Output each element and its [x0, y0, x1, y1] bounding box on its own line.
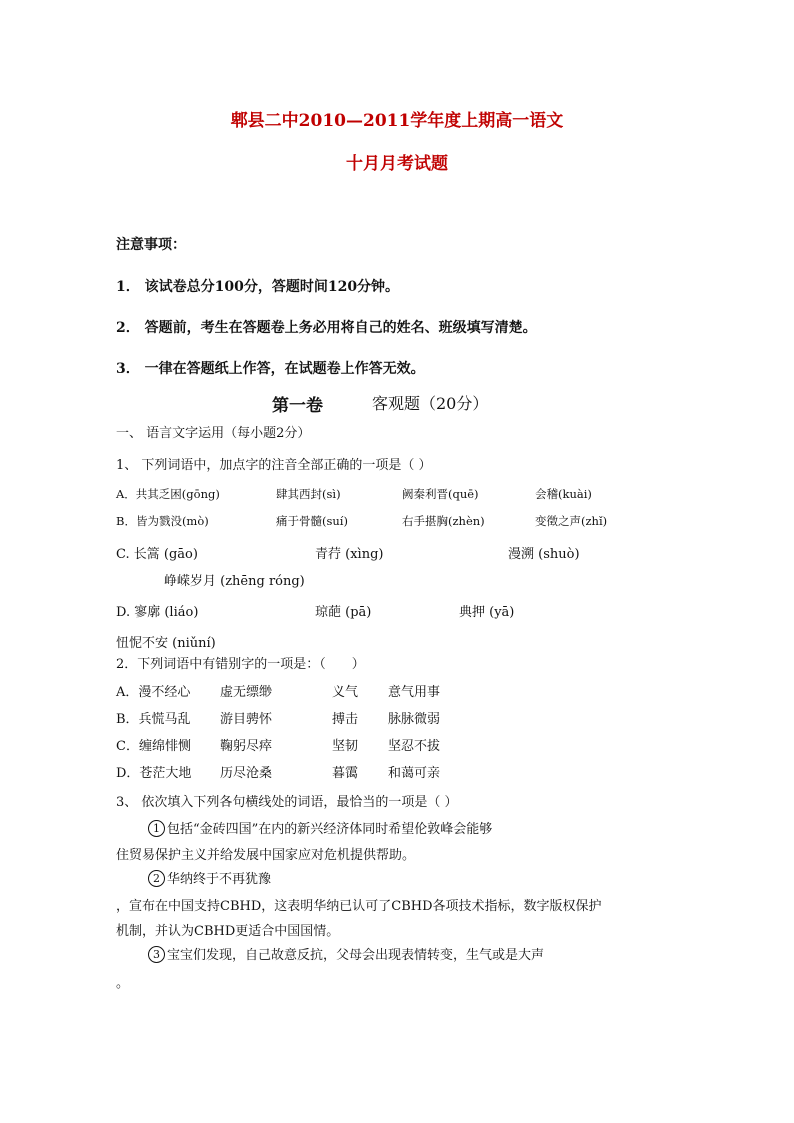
q2-a2: 虚无缥缈: [220, 685, 273, 700]
q3-sentence-2-text: 华纳终于不再犹豫: [167, 872, 272, 887]
q3-sentence-2-cont2: 机制，并认为CBHD更适合中国国情。: [116, 924, 340, 939]
q1-option-c1: C. 长篙 (gāo): [116, 547, 198, 562]
q3-sentence-3-text: 宝宝们发现，自己故意反抗，父母会出现表情转变，生气或是大声: [167, 948, 545, 963]
q2-c3: 坚韧: [332, 739, 359, 754]
q2-a3: 义气: [332, 685, 359, 700]
q1-option-b2: 痛于骨髓(suí): [276, 514, 348, 528]
q3-stem: 3、 依次填入下列各句横线处的词语，最恰当的一项是（ ）: [116, 795, 458, 810]
notice-item-3: 3． 一律在答题纸上作答，在试题卷上作答无效。: [116, 361, 425, 377]
sentence-number-1: 1: [148, 820, 165, 837]
exam-title-line2: 十月月考试题: [346, 154, 448, 174]
section-subtitle: 客观题（20分）: [372, 394, 489, 413]
q2-a1: A．漫不经心: [116, 685, 191, 700]
q1-option-d2: 琼葩 (pā): [315, 605, 372, 620]
q2-c2: 鞠躬尽瘁: [220, 739, 273, 754]
q1-option-d1: D. 寥廓 (liáo): [116, 605, 199, 620]
q3-sentence-3: [148, 944, 544, 963]
notice-item-1: 1． 该试卷总分100分，答题时间120分钟。: [116, 279, 400, 295]
q2-d3: 暮霭: [332, 766, 359, 781]
q2-d4: 和蔼可亲: [388, 766, 441, 781]
q3-sentence-3-end: 。: [116, 976, 130, 991]
q3-sentence-1-cont: 住贸易保护主义并给发展中国家应对危机提供帮助。: [116, 848, 416, 863]
q2-a4: 意气用事: [388, 685, 441, 700]
notice-heading: 注意事项：: [116, 237, 186, 253]
q2-b3: 搏击: [332, 712, 359, 727]
q2-c1: C．缠绵悱恻: [116, 739, 191, 754]
q1-option-d3: 典押 (yā): [459, 605, 515, 620]
notice-item-2: 2． 答题前，考生在答题卷上务必用将自己的姓名、班级填写清楚。: [116, 320, 537, 336]
q3-sentence-1: [148, 818, 492, 837]
section-title: 第一卷: [272, 396, 323, 416]
q2-b4: 脉脉微弱: [388, 712, 441, 727]
q1-option-b4: 变徵之声(zhǐ): [535, 514, 608, 528]
q1-option-d4: 忸怩不安 (niǔní): [116, 636, 216, 651]
q1-stem: 1、 下列词语中，加点字的注音全部正确的一项是（ ）: [116, 458, 432, 473]
q3-sentence-2-cont: ，宣布在中国支持CBHD，这表明华纳已认可了CBHD各项技术指标，数字版权保护: [116, 899, 602, 914]
q2-b2: 游目骋怀: [220, 712, 273, 727]
q2-d2: 历尽沧桑: [220, 766, 273, 781]
q1-option-a3: 阙秦利晋(quē): [402, 487, 479, 501]
q3-sentence-1-text: 包括“金砖四国”在内的新兴经济体同时希望伦敦峰会能够: [167, 822, 493, 837]
q1-option-c4: 峥嵘岁月 (zhēng róng): [164, 574, 305, 589]
sentence-number-2: 2: [148, 870, 165, 887]
sentence-number-3: 3: [148, 946, 165, 963]
q1-option-b3: 右手揕胸(zhèn): [402, 514, 485, 528]
exam-title-line1: 郫县二中2010—2011学年度上期高一语文: [230, 111, 564, 131]
q1-option-a2: 肆其西封(sì): [276, 487, 341, 501]
q2-c4: 坚忍不拔: [388, 739, 441, 754]
q3-sentence-2: [148, 868, 271, 887]
q1-option-c3: 漫溯 (shuò): [508, 547, 580, 562]
q1-option-c2: 青荇 (xìng): [315, 547, 384, 562]
q2-d1: D．苍茫大地: [116, 766, 192, 781]
q2-stem: 2．下列词语中有错别字的一项是：（ ）: [116, 657, 365, 672]
q1-option-a4: 会稽(kuài): [535, 487, 592, 501]
part-heading: 一、 语言文字运用（每小题2分）: [116, 426, 311, 441]
q1-option-a1: A．共其乏困(gōng): [116, 487, 220, 501]
q2-b1: B．兵慌马乱: [116, 712, 191, 727]
q1-option-b1: B．皆为戮没(mò): [116, 514, 209, 528]
